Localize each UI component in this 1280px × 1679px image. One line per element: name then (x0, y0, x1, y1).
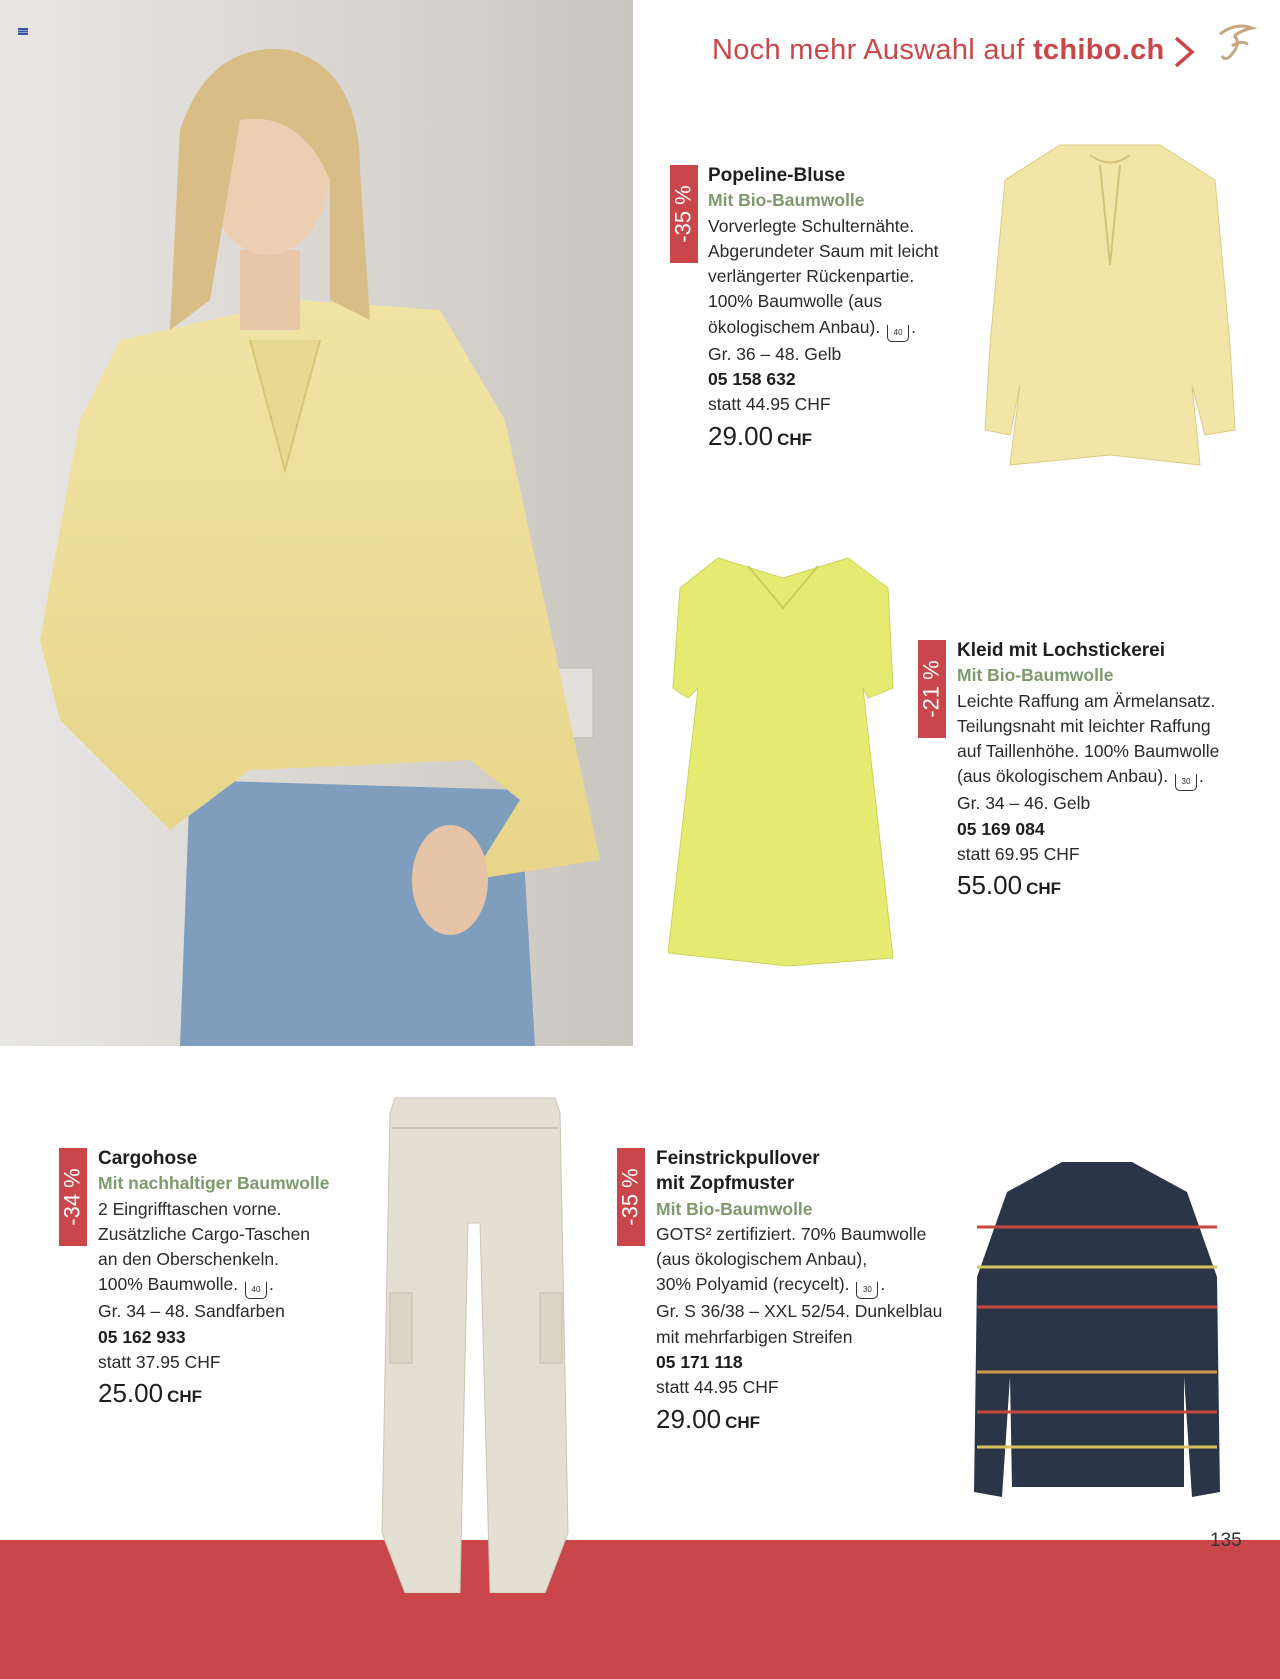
text-line: Gr. 34 – 48. Sandfarben (98, 1301, 285, 1322)
page-number: 135 (1210, 1530, 1242, 1551)
text-line: 30% Polyamid (recycelt). (656, 1274, 850, 1295)
product-trousers-info (98, 1146, 378, 1410)
old-price: statt 44.95 CHF (708, 394, 831, 415)
price (957, 870, 1257, 901)
product-blouse-info (708, 163, 978, 452)
discount-badge-dress (918, 640, 946, 738)
text-line: 29.00 (708, 420, 774, 451)
wash-30-icon: 30 (856, 1282, 878, 1299)
discount-badge-sweater (617, 1148, 645, 1246)
product-title: Popeline-Bluse (708, 165, 846, 186)
text-line: CHF (1026, 879, 1062, 899)
header-shop-link[interactable] (712, 34, 1165, 67)
product-sweater-info (656, 1146, 976, 1435)
tchibo-logo-icon (1212, 20, 1260, 68)
discount-badge-trousers (59, 1148, 87, 1246)
price (98, 1378, 378, 1409)
text-line: 25.00 (98, 1378, 164, 1409)
text-line: (aus ökologischem Anbau). 30 . (957, 764, 1257, 791)
text-line: (aus ökologischem Anbau). (957, 766, 1169, 787)
article-number: 05 169 084 (957, 818, 1045, 839)
text-line: GOTS² zertifiziert. 70% Baumwolle (656, 1223, 927, 1244)
product-title: Cargohose (98, 1148, 198, 1169)
text-line: Gr. 34 – 46. Gelb (957, 793, 1091, 814)
product-title: Kleid mit Lochstickerei (957, 640, 1166, 661)
product-title-line2: mit Zopfmuster (656, 1173, 795, 1195)
product-subtitle: Mit nachhaltiger Baumwolle (98, 1173, 330, 1194)
text-line: Leichte Raffung am Ärmelansatz. (957, 690, 1216, 711)
chevron-right-icon[interactable] (1170, 34, 1198, 70)
price (708, 420, 978, 452)
text-line: 100% Baumwolle (aus (708, 291, 883, 312)
text-line: CHF (725, 1412, 761, 1432)
article-number: 05 158 632 (708, 369, 796, 390)
text-line: -21 % (919, 660, 945, 718)
text-line: 55.00 (957, 870, 1023, 901)
header-link-prefix: Noch mehr Auswahl auf (712, 34, 1025, 66)
discount-badge-blouse (670, 165, 698, 263)
text-line: mit mehrfarbigen Streifen (656, 1326, 853, 1347)
header-link-domain: tchibo.ch (1032, 34, 1165, 66)
text-line: 2 Eingrifftaschen vorne. (98, 1198, 282, 1219)
text-line: auf Taillenhöhe. 100% Baumwolle (957, 741, 1220, 762)
old-price: statt 69.95 CHF (957, 844, 1080, 865)
hero-model-photo (0, 0, 633, 1046)
text-line: CHF (777, 429, 813, 449)
text-line: 100% Baumwolle. 40 . (98, 1272, 378, 1299)
wash-40-icon: 40 (887, 325, 909, 342)
article-number: 05 162 933 (98, 1326, 186, 1347)
text-line: -34 % (60, 1168, 86, 1226)
text-line: 100% Baumwolle. (98, 1274, 239, 1295)
article-number: 05 171 118 (656, 1352, 743, 1373)
blouse-product-image[interactable] (980, 135, 1240, 470)
text-line: ökologischem Anbau). (708, 316, 881, 337)
text-line: Vorverlegte Schulternähte. (708, 215, 915, 236)
footer-band (0, 1540, 1280, 1679)
product-dress-info (957, 638, 1257, 902)
text-line: verlängerter Rückenpartie. (708, 266, 915, 287)
text-line: Gr. 36 – 48. Gelb (708, 343, 842, 364)
product-subtitle: Mit Bio-Baumwolle (656, 1198, 813, 1219)
text-line: Gr. S 36/38 – XXL 52/54. Dunkelblau (656, 1301, 943, 1322)
text-line: 30% Polyamid (recycelt). 30 . (656, 1272, 976, 1299)
text-line: Abgerundeter Saum mit leicht (708, 240, 939, 261)
price (656, 1403, 976, 1435)
wash-30-icon: 30 (1175, 774, 1197, 791)
old-price: statt 37.95 CHF (98, 1352, 221, 1373)
product-subtitle: Mit Bio-Baumwolle (957, 665, 1114, 686)
text-line: an den Oberschenkeln. (98, 1249, 279, 1270)
old-price: statt 44.95 CHF (656, 1377, 779, 1398)
text-line: ökologischem Anbau). 40 . (708, 315, 978, 342)
text-line: Zusätzliche Cargo-Taschen (98, 1223, 311, 1244)
product-subtitle: Mit Bio-Baumwolle (708, 190, 865, 211)
text-line: -35 % (671, 185, 697, 243)
flag-icon (18, 22, 28, 29)
text-line: CHF (167, 1387, 203, 1407)
text-line: Teilungsnaht mit leichter Raffung (957, 715, 1211, 736)
sweater-product-image[interactable] (972, 1157, 1222, 1502)
text-line: -35 % (618, 1168, 644, 1226)
text-line: 29.00 (656, 1403, 722, 1434)
text-line: (aus ökologischem Anbau), (656, 1249, 868, 1270)
product-title: Feinstrickpullover (656, 1148, 820, 1169)
cargo-trousers-product-image[interactable] (380, 1093, 570, 1593)
dress-product-image[interactable] (668, 548, 900, 968)
wash-40-icon: 40 (245, 1282, 267, 1299)
